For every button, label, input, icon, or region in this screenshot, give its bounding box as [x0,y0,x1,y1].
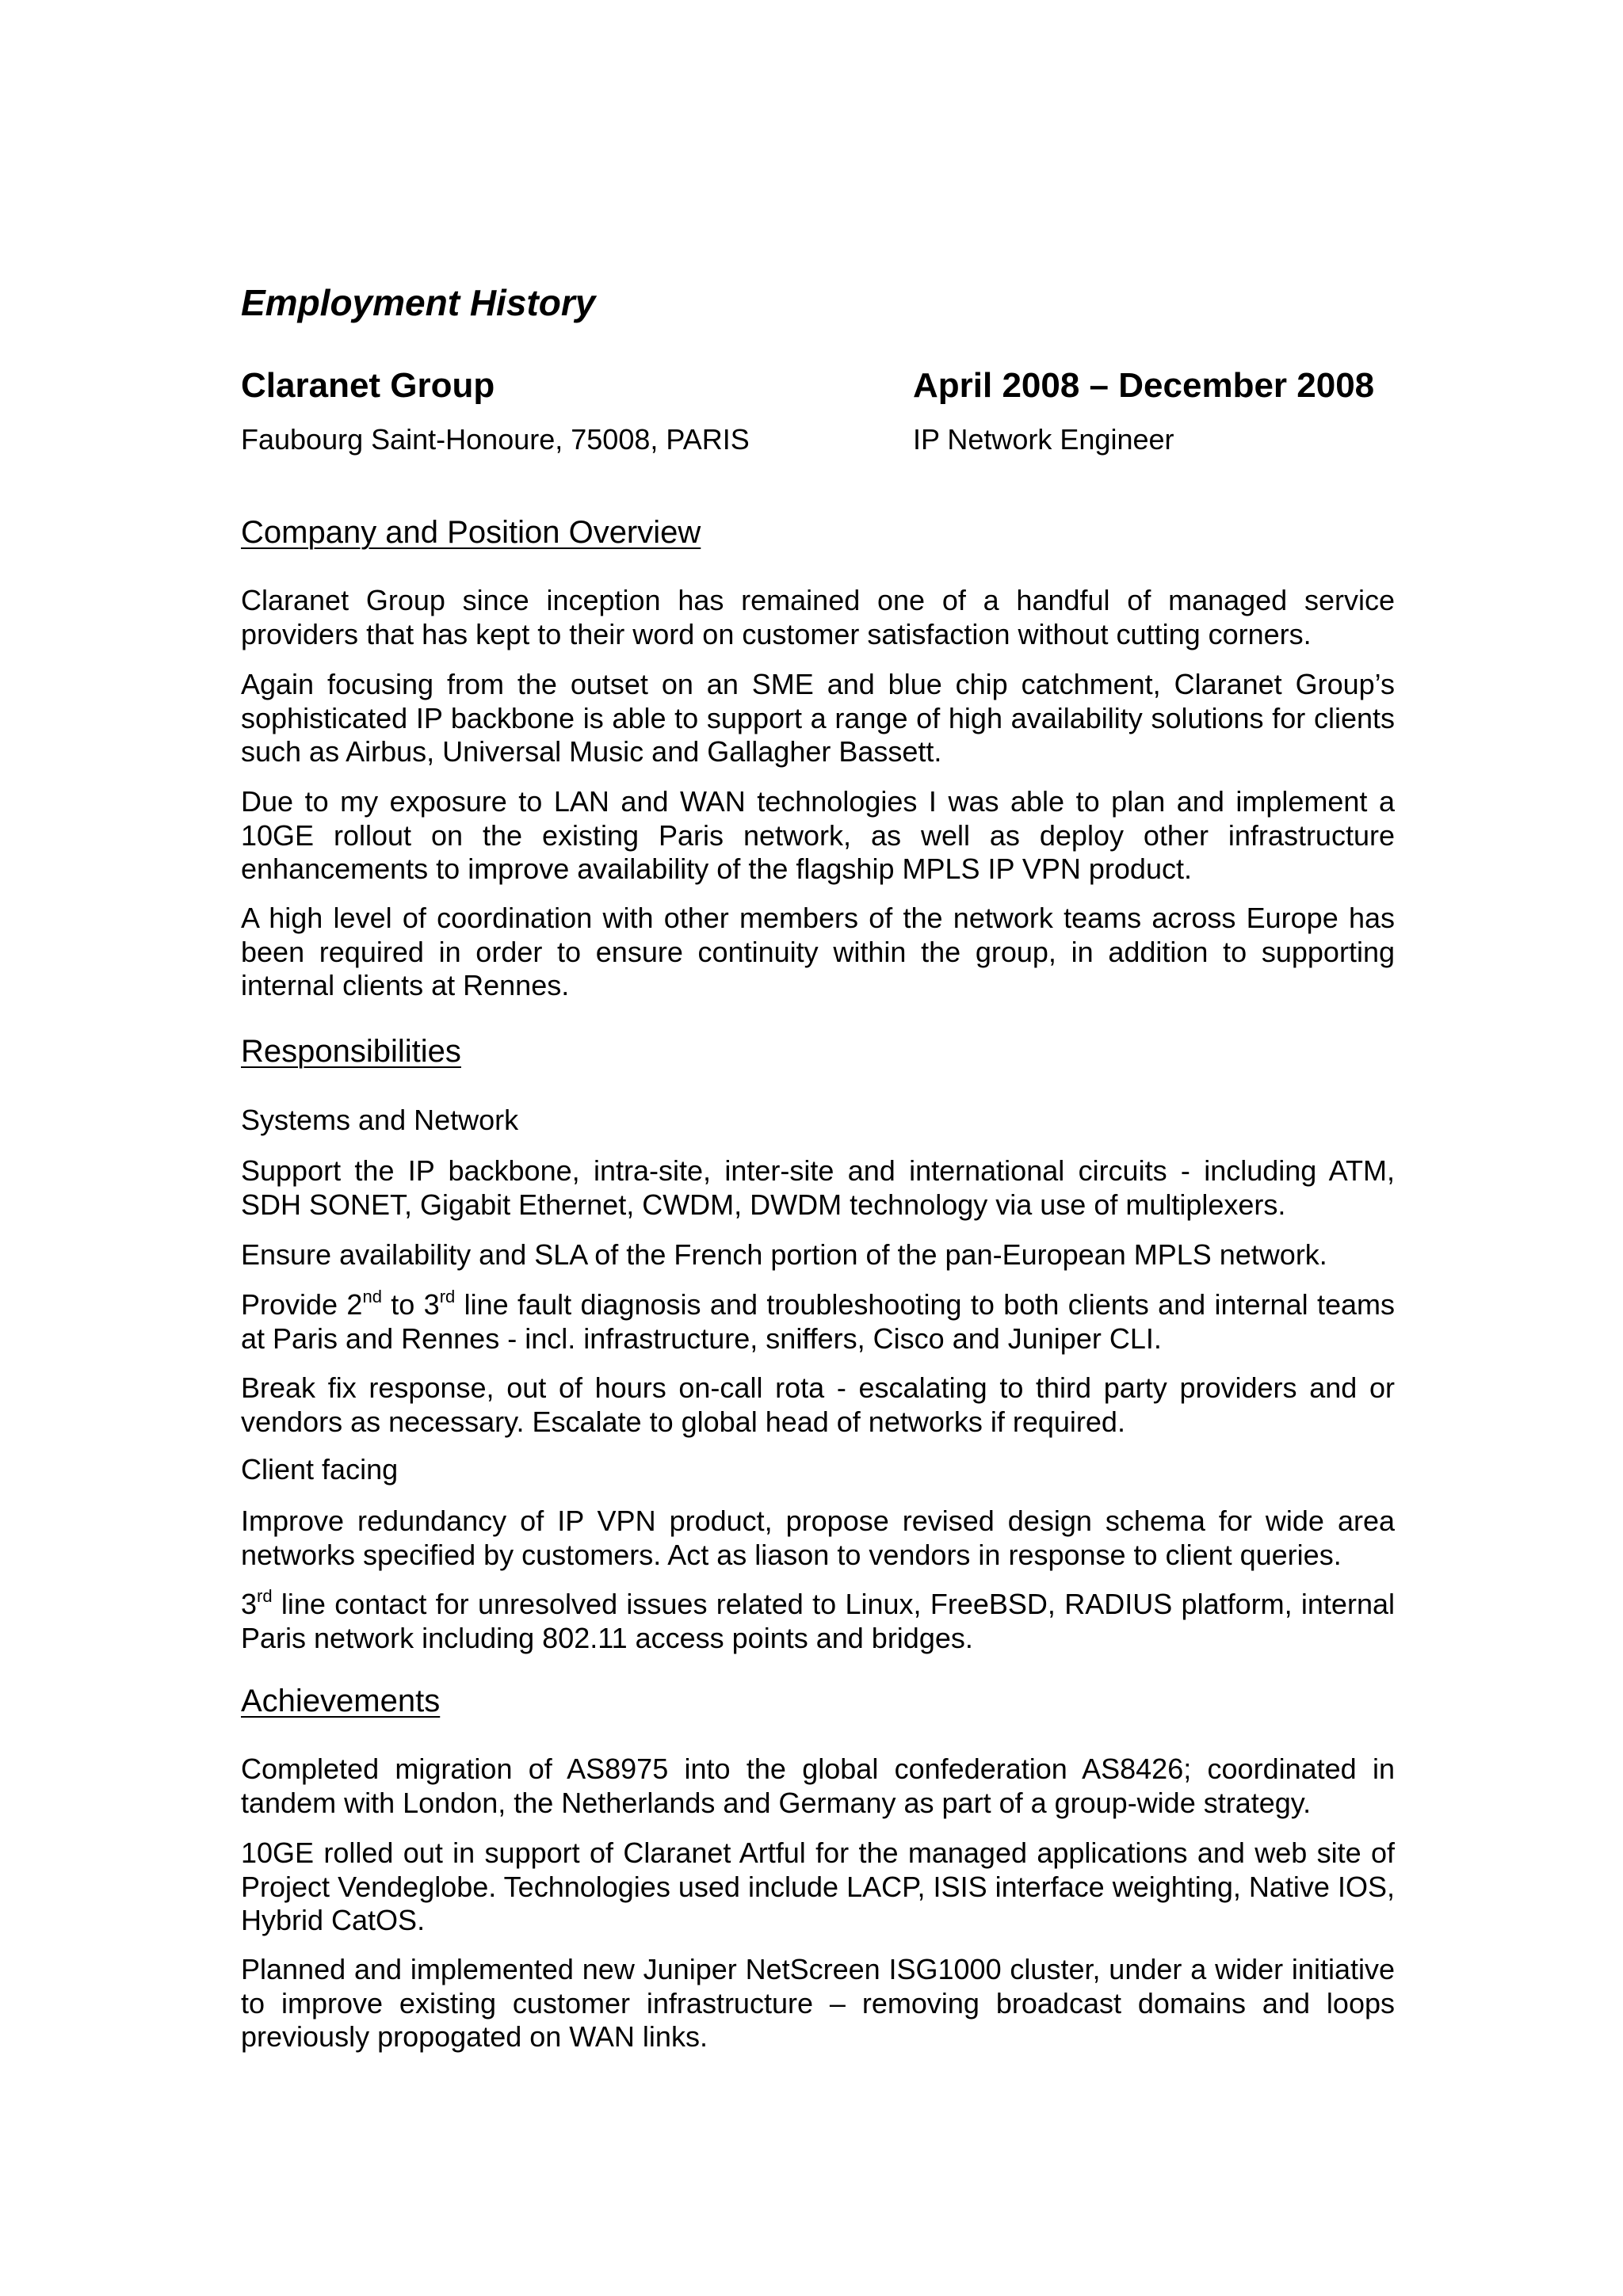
client-facing-label: Client facing [241,1453,399,1486]
text-run: line fault diagnosis and troubleshooting to both clients and internal teams at Paris and Rennes - incl. infrastructure, sniffers, Cisco and Juniper CLI. [241,1288,1395,1355]
overview-paragraph: Again focusing from the outset on an SME and blue chip catchment, Claranet Group’s sophisticated IP backbone is able to support a range of high availability solutions for clients such as Airbus, Universal Music and Gallagher Bassett. [241,668,1395,768]
text-run: Provide 2 [241,1288,363,1321]
responsibility-item: Ensure availability and SLA of the French portion of the pan-European MPLS network. [241,1238,1327,1271]
employment-history-title: Employment History [241,282,596,323]
responsibility-item [241,1288,1395,1356]
text-run: line contact for unresolved issues related to Linux, FreeBSD, RADIUS platform, internal Paris network including 802.11 access points and bridges. [241,1588,1395,1654]
overview-heading: Company and Position Overview [241,515,701,550]
company-name: Claranet Group [241,366,495,405]
text-run: to 3 [381,1288,440,1321]
achievement-item: Planned and implemented new Juniper NetScreen ISG1000 cluster, under a wider initiative to improve existing customer infrastructure – removing broadcast domains and loops previously propogated on WAN links. [241,1953,1395,2053]
ordinal-suffix: nd [362,1287,382,1306]
achievements-heading: Achievements [241,1684,441,1718]
achievement-item: 10GE rolled out in support of Claranet Artful for the managed applications and web site of Project Vendeglobe. Technologies used include LACP, ISIS interface weighting, Native IOS, Hybrid CatOS. [241,1836,1395,1936]
responsibilities-heading: Responsibilities [241,1034,461,1069]
employment-dates: April 2008 – December 2008 [913,366,1375,405]
overview-paragraph: Claranet Group since inception has remained one of a handful of managed service providers that has kept to their word on customer satisfaction without cutting corners. [241,584,1395,650]
ordinal-suffix: rd [439,1287,456,1306]
ordinal-suffix: rd [257,1586,273,1606]
achievement-item: Completed migration of AS8975 into the global confederation AS8426; coordinated in tandem with London, the Netherlands and Germany as part of a group-wide strategy. [241,1753,1395,1819]
overview-paragraph: A high level of coordination with other members of the network teams across Europe has been required in order to ensure continuity within the group, in addition to supporting internal clients at Rennes. [241,902,1395,1001]
responsibility-item [241,1588,1395,1655]
company-location: Faubourg Saint-Honoure, 75008, PARIS [241,423,750,456]
text-run: 3 [241,1588,258,1620]
responsibility-item: Break fix response, out of hours on-call rota - escalating to third party providers and or vendors as necessary. Escalate to global head of networks if required. [241,1371,1395,1438]
responsibility-item: Support the IP backbone, intra-site, inter-site and international circuits - including ATM, SDH SONET, Gigabit Ethernet, CWDM, DWDM technology via use of multiplexers. [241,1154,1395,1221]
overview-paragraph: Due to my exposure to LAN and WAN technologies I was able to plan and implement a 10GE rollout on the existing Paris network, as well as deploy other infrastructure enhancements to improve availability of the flagship MPLS IP VPN product. [241,785,1395,885]
position-title: IP Network Engineer [913,423,1174,456]
systems-network-label: Systems and Network [241,1104,519,1136]
responsibility-item: Improve redundancy of IP VPN product, propose revised design schema for wide area networks specified by customers. Act as liason to vendors in response to client queries. [241,1505,1395,1571]
